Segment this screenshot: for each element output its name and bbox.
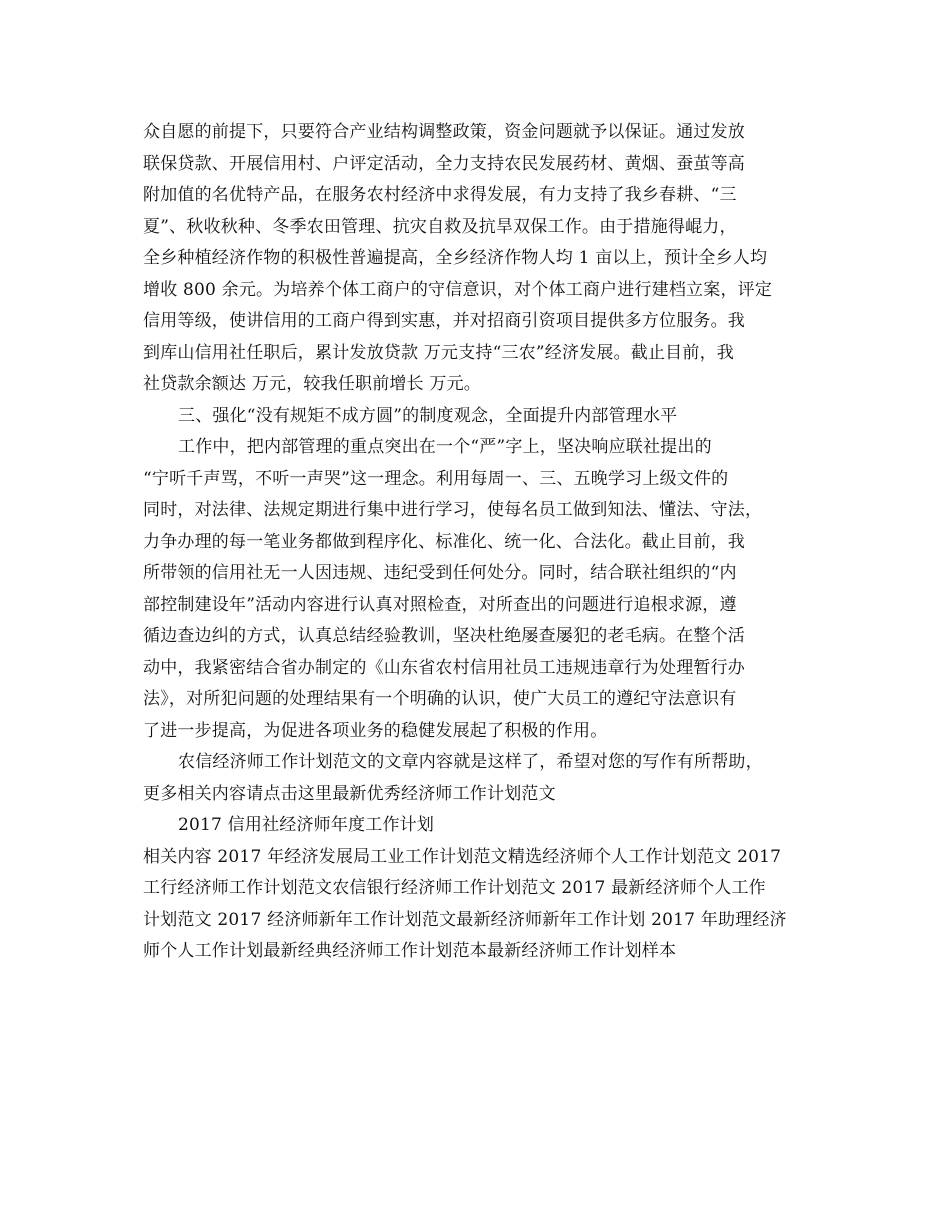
text-line: 部控制建设年”活动内容进行认真对照检查，对所查出的问题进行追根求源，遵: [143, 594, 737, 615]
text-line: 所带领的信用社无一人因违规、违纪受到任何处分。同时，结合联社组织的“内: [143, 563, 737, 583]
text-line: “宁听千声骂，不听一声哭”这一理念。利用每周一、三、五晚学习上级文件的: [143, 468, 729, 489]
text-line: 全乡种植经济作物的积极性普遍提高，全乡经济作物人均 1 亩以上，预计全乡人均: [143, 248, 768, 268]
text-line: 增收 800 余元。为培养个体工商户的守信意识，对个体工商户进行建档立案，评定: [143, 279, 773, 300]
text-line: 到库山信用社任职后，累计发放贷款 万元支持“三农”经济发展。截止目前，我: [143, 342, 734, 363]
text-line: 计划范文 2017 经济师新年工作计划范文最新经济师新年工作计划 2017 年助理经济: [143, 909, 787, 930]
text-line: 法》，对所犯问题的处理结果有一个明确的认识，使广大员工的遵纪守法意识有: [143, 689, 737, 709]
text-line: 师个人工作计划最新经典经济师工作计划范本最新经济师工作计划样本: [143, 941, 677, 961]
text-line: 同时，对法律、法规定期进行集中进行学习，使每名员工做到知法、懂法、守法，: [143, 500, 763, 520]
section-heading: 三、强化“没有规矩不成方圆”的制度观念，全面提升内部管理水平: [178, 405, 678, 426]
text-line: 工作中，把内部管理的重点突出在一个“严”字上，坚决响应联社提出的: [178, 437, 712, 457]
text-line: 力争办理的每一笔业务都做到程序化、标准化、统一化、合法化。截止目前，我: [143, 531, 745, 552]
text-line: 农信经济师工作计划范文的文章内容就是这样了，希望对您的写作有所帮助，: [178, 752, 763, 772]
text-line: 附加值的名优特产品，在服务农村经济中求得发展，有力支持了我乡春耕、“三: [143, 185, 737, 205]
text-line: 了进一步提高，为促进各项业务的稳健发展起了积极的作用。: [143, 720, 608, 741]
text-line: 信用等级，使讲信用的工商户得到实惠，并对招商引资项目提供多方位服务。我: [143, 311, 745, 331]
text-line: 工行经济师工作计划范文农信银行经济师工作计划范文 2017 最新经济师个人工作: [143, 878, 766, 898]
text-line: 夏”、秋收秋种、冬季农田管理、抗灾自救及抗旱双保工作。由于措施得崐力，: [143, 216, 737, 237]
text-line: 社贷款余额达 万元，较我任职前增长 万元。: [143, 374, 482, 394]
text-line: 联保贷款、开展信用村、户评定活动，全力支持农民发展药材、黄烟、蚕茧等高: [143, 153, 745, 174]
document-body: [143, 117, 811, 968]
text-line: 相关内容 2017 年经济发展局工业工作计划范文精选经济师个人工作计划范文 2017: [143, 846, 782, 867]
text-line: 更多相关内容请点击这里最新优秀经济师工作计划范文: [143, 783, 556, 804]
related-title: 2017 信用社经济师年度工作计划: [178, 815, 435, 835]
text-line: 循边查边纠的方式，认真总结经验教训，坚决杜绝屡查屡犯的老毛病。在整个活: [143, 626, 745, 646]
text-line: 众自愿的前提下，只要符合产业结构调整政策，资金问题就予以保证。通过发放: [143, 122, 745, 142]
text-line: 动中，我紧密结合省办制定的《山东省农村信用社员工违规违章行为处理暂行办: [143, 657, 745, 678]
